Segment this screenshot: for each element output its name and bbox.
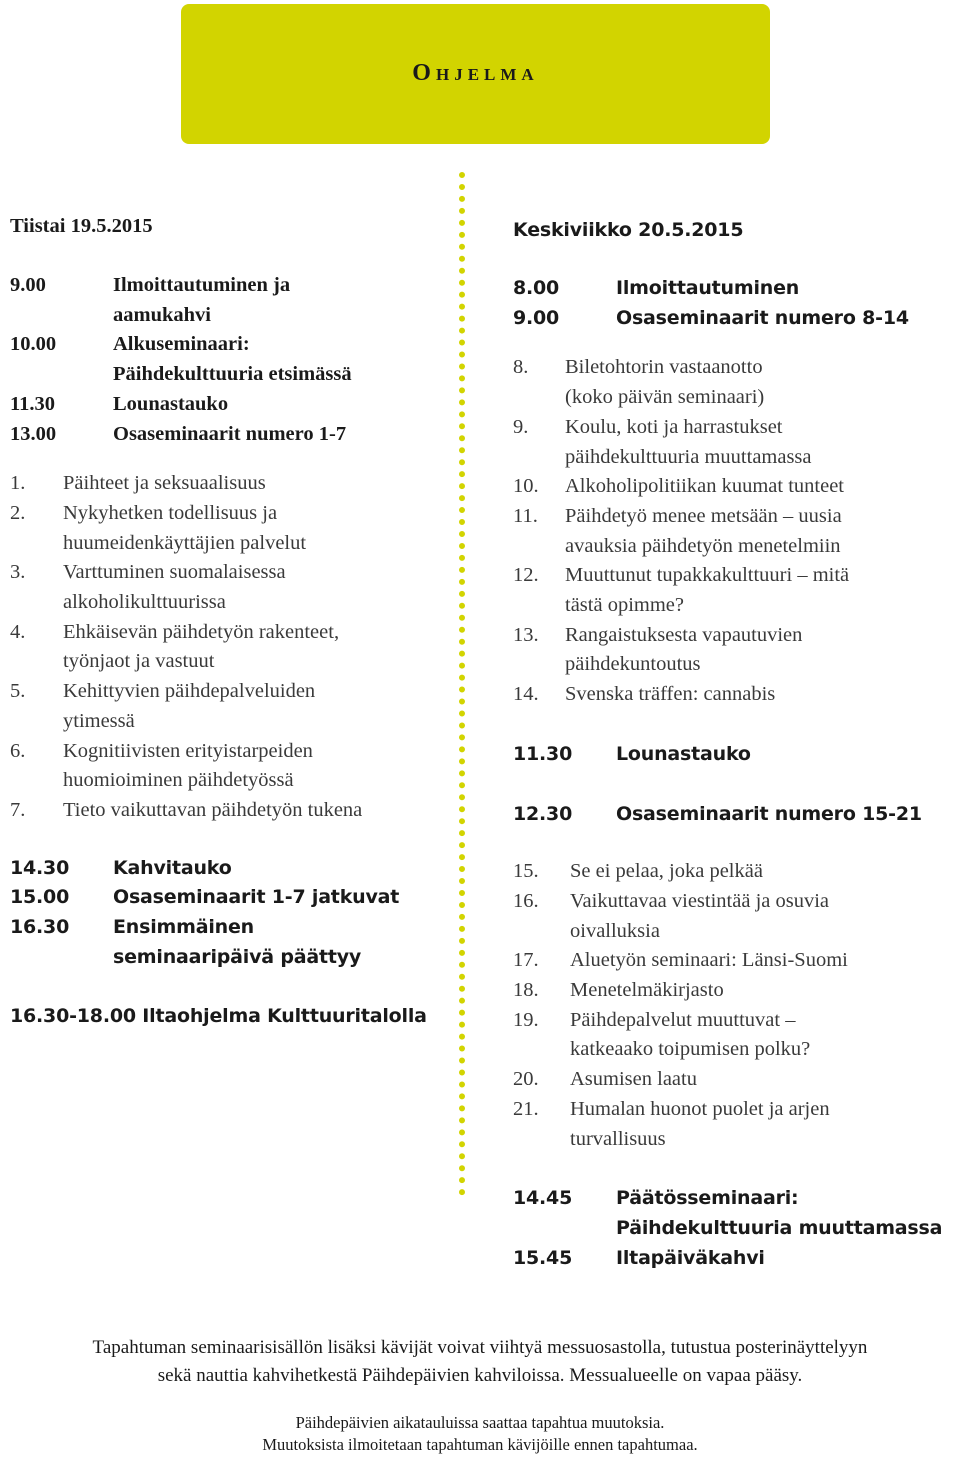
schedule-row bbox=[513, 1214, 960, 1244]
session-item bbox=[10, 618, 455, 648]
event-label: Osaseminaarit 1-7 jatkuvat bbox=[113, 886, 400, 909]
program-title: Ohjelma bbox=[412, 60, 539, 86]
session-item bbox=[513, 857, 960, 887]
session-title: Se ei pelaa, joka pelkää bbox=[570, 860, 763, 883]
event-label: Osaseminaarit numero 8-14 bbox=[616, 306, 909, 329]
time-label: 12.30 bbox=[513, 802, 573, 825]
session-title: alkoholikulttuurissa bbox=[63, 591, 226, 614]
time-label: 9.00 bbox=[10, 274, 46, 296]
session-title: Muuttunut tupakkakulttuuri – mitä bbox=[565, 564, 850, 587]
session-number: 10. bbox=[513, 475, 539, 498]
schedule-row bbox=[10, 420, 455, 450]
session-title: Svenska träffen: cannabis bbox=[565, 683, 776, 706]
session-item bbox=[513, 591, 960, 621]
day2-closing-schedule bbox=[513, 1184, 960, 1273]
day1-heading: Tiistai 19.5.2015 bbox=[10, 215, 153, 237]
session-title: Varttuminen suomalaisessa bbox=[63, 561, 286, 584]
session-item bbox=[513, 1065, 960, 1095]
session-title: Alkoholipolitiikan kuumat tunteet bbox=[565, 475, 844, 498]
session-number: 16. bbox=[513, 889, 539, 912]
event-label: aamukahvi bbox=[113, 303, 211, 326]
footer-note-line: Päihdepäivien aikatauluissa saattaa tapahtua muutoksia. bbox=[295, 1413, 665, 1432]
schedule-row bbox=[10, 301, 455, 331]
session-number bbox=[513, 1125, 570, 1155]
event-label: Alkuseminaari: bbox=[113, 333, 250, 356]
time-label: 9.00 bbox=[513, 306, 560, 329]
session-title: Kehittyvien päihdepalveluiden bbox=[63, 680, 316, 703]
session-number bbox=[513, 532, 565, 562]
session-title: Vaikuttavaa viestintää ja osuvia bbox=[570, 889, 830, 912]
session-title: päihdekulttuuria muuttamassa bbox=[565, 445, 812, 468]
footer-info-line: sekä nauttia kahvihetkestä Päihdepäivien kahviloissa. Messualueelle on vapaa pääsy. bbox=[157, 1365, 803, 1386]
session-number bbox=[513, 1035, 570, 1065]
session-title: tästä opimme? bbox=[565, 594, 684, 617]
session-title: Humalan huonot puolet ja arjen bbox=[570, 1097, 830, 1120]
session-item bbox=[513, 502, 960, 532]
session-item bbox=[513, 680, 960, 710]
session-title: Menetelmäkirjasto bbox=[570, 979, 724, 1002]
time-label: 14.45 bbox=[513, 1187, 573, 1210]
session-item bbox=[10, 499, 455, 529]
session-number bbox=[10, 766, 63, 796]
session-title: Rangaistuksesta vapautuvien bbox=[565, 623, 803, 646]
session-title: turvallisuus bbox=[570, 1127, 666, 1150]
time-label bbox=[10, 943, 113, 973]
session-item bbox=[513, 353, 960, 383]
session-number: 12. bbox=[513, 564, 539, 587]
time-label: 15.45 bbox=[513, 1246, 573, 1269]
time-label: 8.00 bbox=[513, 277, 560, 299]
schedule-row bbox=[513, 1244, 960, 1274]
session-item bbox=[10, 737, 455, 767]
session-title: Päihteet ja seksuaalisuus bbox=[63, 472, 266, 495]
footer-note-line: Muutoksista ilmoitetaan tapahtuman kävijöille ennen tapahtumaa. bbox=[262, 1435, 698, 1454]
column-divider bbox=[459, 172, 465, 1196]
schedule-row bbox=[10, 883, 455, 913]
session-title: katkeaako toipumisen polku? bbox=[570, 1038, 811, 1061]
session-number: 13. bbox=[513, 623, 539, 646]
session-title: Aluetyön seminaari: Länsi-Suomi bbox=[570, 949, 848, 972]
time-label: 14.30 bbox=[10, 856, 70, 879]
time-label: 11.30 bbox=[10, 392, 55, 415]
session-item bbox=[513, 472, 960, 502]
session-item bbox=[513, 887, 960, 917]
time-label: 10.00 bbox=[10, 333, 57, 356]
day1-afternoon-schedule bbox=[10, 854, 455, 973]
schedule-row bbox=[10, 913, 455, 943]
session-item bbox=[513, 976, 960, 1006]
day2-heading: Keskiviikko 20.5.2015 bbox=[513, 219, 744, 241]
day2-column bbox=[513, 216, 960, 1273]
session-item bbox=[10, 766, 455, 796]
session-title: päihdekuntoutus bbox=[565, 653, 701, 676]
day1-evening-program: 16.30-18.00 Iltaohjelma Kulttuuritalolla bbox=[10, 1005, 427, 1028]
session-title: Tieto vaikuttavan päihdetyön tukena bbox=[63, 798, 363, 821]
schedule-row bbox=[10, 854, 455, 884]
session-item bbox=[10, 469, 455, 499]
day2-lunch-row bbox=[513, 740, 960, 770]
program-banner bbox=[181, 4, 770, 144]
session-number bbox=[10, 588, 63, 618]
session-number: 2. bbox=[10, 501, 26, 524]
event-label: Päihdekulttuuria muuttamassa bbox=[616, 1216, 943, 1239]
session-item bbox=[10, 529, 455, 559]
schedule-row bbox=[513, 304, 960, 334]
session-number bbox=[10, 707, 63, 737]
event-label: Lounastauko bbox=[113, 392, 229, 415]
event-label: Päihdekulttuuria etsimässä bbox=[113, 363, 352, 386]
time-label: 16.30 bbox=[10, 916, 70, 939]
schedule-row bbox=[10, 330, 455, 360]
session-item bbox=[513, 532, 960, 562]
schedule-row bbox=[10, 943, 455, 973]
session-title: Nykyhetken todellisuus ja bbox=[63, 501, 278, 524]
schedule-row bbox=[513, 1184, 960, 1214]
time-label: 13.00 bbox=[10, 422, 57, 445]
schedule-row bbox=[513, 274, 960, 304]
session-title: ytimessä bbox=[63, 709, 135, 732]
session-number: 9. bbox=[513, 415, 529, 438]
time-label bbox=[10, 360, 113, 390]
session-number: 8. bbox=[513, 356, 529, 379]
session-title: Ehkäisevän päihdetyön rakenteet, bbox=[63, 620, 340, 643]
session-item bbox=[513, 621, 960, 651]
session-number: 3. bbox=[10, 561, 26, 584]
session-item bbox=[10, 796, 455, 826]
session-number bbox=[10, 647, 63, 677]
session-title: (koko päivän seminaari) bbox=[565, 386, 765, 409]
session-item bbox=[10, 588, 455, 618]
session-number bbox=[513, 383, 565, 413]
session-number: 7. bbox=[10, 798, 26, 821]
session-item bbox=[10, 677, 455, 707]
session-number bbox=[513, 917, 570, 947]
session-number: 4. bbox=[10, 620, 26, 643]
session-item bbox=[513, 1006, 960, 1036]
session-item bbox=[10, 647, 455, 677]
day2-block2-row bbox=[513, 800, 960, 830]
event-label: Ilmoittautuminen ja bbox=[113, 274, 291, 296]
event-label: Päätösseminaari: bbox=[616, 1187, 799, 1210]
time-label: 11.30 bbox=[513, 742, 573, 765]
day2-session-list-a bbox=[513, 353, 960, 709]
session-title: oivalluksia bbox=[570, 919, 660, 942]
session-title: avauksia päihdetyön menetelmiin bbox=[565, 534, 841, 557]
session-item bbox=[513, 1095, 960, 1125]
footer-note bbox=[0, 1412, 960, 1456]
event-label: Kahvitauko bbox=[113, 856, 232, 879]
session-item bbox=[513, 443, 960, 473]
session-number bbox=[10, 529, 63, 559]
day1-session-list bbox=[10, 469, 455, 825]
event-label: Osaseminaarit numero 1-7 bbox=[113, 422, 347, 445]
time-label: 15.00 bbox=[10, 886, 70, 909]
session-item bbox=[513, 917, 960, 947]
session-item bbox=[513, 561, 960, 591]
session-title: Koulu, koti ja harrastukset bbox=[565, 415, 783, 438]
session-title: huomioiminen päihdetyössä bbox=[63, 769, 294, 792]
session-item bbox=[513, 650, 960, 680]
day1-column bbox=[10, 212, 455, 1032]
session-number: 11. bbox=[513, 504, 538, 527]
time-label bbox=[513, 1214, 616, 1244]
session-title: Päihdepalvelut muuttuvat – bbox=[570, 1008, 796, 1031]
session-item bbox=[513, 413, 960, 443]
session-number: 1. bbox=[10, 472, 26, 495]
day1-morning-schedule bbox=[10, 271, 455, 449]
session-item bbox=[513, 946, 960, 976]
session-title: Päihdetyö menee metsään – uusia bbox=[565, 504, 842, 527]
session-number: 18. bbox=[513, 979, 539, 1002]
schedule-row bbox=[10, 390, 455, 420]
session-number bbox=[513, 650, 565, 680]
day2-session-list-b bbox=[513, 857, 960, 1154]
session-number bbox=[513, 591, 565, 621]
day2-morning-schedule bbox=[513, 274, 960, 333]
event-label: Osaseminaarit numero 15-21 bbox=[616, 802, 922, 825]
session-item bbox=[10, 558, 455, 588]
session-title: Biletohtorin vastaanotto bbox=[565, 356, 763, 379]
time-label bbox=[10, 301, 113, 331]
event-label: Ensimmäinen bbox=[113, 916, 254, 939]
session-number: 6. bbox=[10, 739, 26, 762]
schedule-row bbox=[10, 271, 455, 301]
session-item bbox=[10, 707, 455, 737]
session-title: työnjaot ja vastuut bbox=[63, 650, 215, 673]
session-number: 20. bbox=[513, 1068, 539, 1091]
session-item bbox=[513, 1125, 960, 1155]
session-number: 14. bbox=[513, 683, 539, 706]
session-number: 17. bbox=[513, 949, 539, 972]
footer-info bbox=[0, 1334, 960, 1390]
session-item bbox=[513, 1035, 960, 1065]
session-item bbox=[513, 383, 960, 413]
session-number: 19. bbox=[513, 1008, 539, 1031]
session-number: 21. bbox=[513, 1097, 539, 1120]
event-label: Iltapäiväkahvi bbox=[616, 1246, 765, 1269]
event-label: Lounastauko bbox=[616, 742, 751, 765]
schedule-row bbox=[10, 360, 455, 390]
session-title: Kognitiivisten erityistarpeiden bbox=[63, 739, 313, 762]
footer-info-line: Tapahtuman seminaarisisällön lisäksi kävijät voivat viihtyä messuosastolla, tutustua posterinäyttelyyn bbox=[92, 1337, 868, 1358]
event-label: Ilmoittautuminen bbox=[616, 277, 800, 299]
session-title: huumeidenkäyttäjien palvelut bbox=[63, 531, 307, 554]
session-number bbox=[513, 443, 565, 473]
session-number: 5. bbox=[10, 680, 26, 703]
session-title: Asumisen laatu bbox=[570, 1068, 697, 1091]
session-number: 15. bbox=[513, 860, 539, 883]
event-label: seminaaripäivä päättyy bbox=[113, 945, 362, 968]
